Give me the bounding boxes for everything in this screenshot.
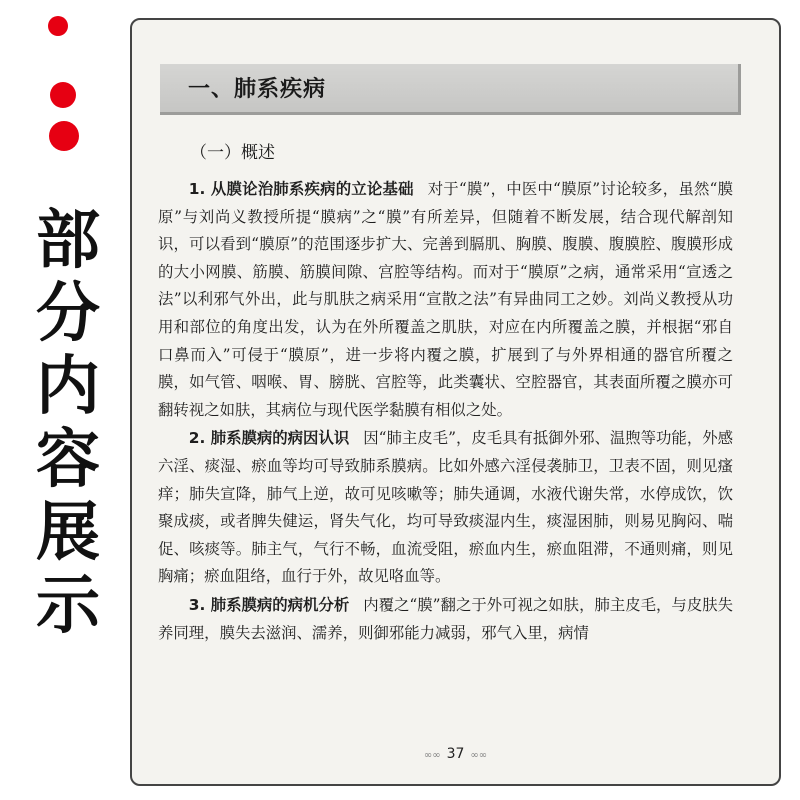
banner-title-char: 展 xyxy=(36,496,100,570)
banner-title-char: 分 xyxy=(36,277,100,351)
banner-title-char: 部 xyxy=(36,204,100,278)
banner-title-char: 内 xyxy=(36,350,100,424)
red-dot-icon xyxy=(50,82,76,108)
banner-title-char: 示 xyxy=(36,569,100,643)
red-dot-icon xyxy=(48,16,68,36)
banner-title xyxy=(33,205,103,643)
paragraph-heading: 2. 肺系膜病的病因认识 xyxy=(188,429,350,448)
ornament-icon: ∞∞ xyxy=(423,750,441,761)
ornament-icon: ∞∞ xyxy=(470,750,488,761)
paragraph xyxy=(158,592,733,647)
paragraph-text: 内覆之“膜”翻之于外可视之如肤，肺主皮毛，与皮肤失养同理，膜失去滋润、濡养，则御邪能力减弱，邪气入里，病情 xyxy=(158,595,733,642)
paragraph-text: 对于“膜”，中医中“膜原”讨论较多，虽然“膜原”与刘尚义教授所提“膜病”之“膜”有所差异，但随着不断发展，结合现代解剖知识，可以看到“膜原”的范围逐步扩大、完善到膈肌、胸膜、腹膜、腹膜腔、腹膜形成的大小网膜、筋膜、筋膜间隙、宫腔等结构。而对于“膜原”之病，通常采用“宣透之法”以利邪气外出，此与肌肤之病采用“宣散之法”有异曲同工之妙。刘尚义教授从功用和部位的角度出发，认为在外所覆盖之肌肤，对应在内所覆盖之膜，并根据“邪自口鼻而入”可侵于“膜原”，进一步将内覆之膜，扩展到了与外界相通的器官所覆之膜，如气管、咽喉、胃、膀胱、宫腔等，此类囊状、空腔器官，其表面所覆之膜亦可翻转视之如肤，其病位与现代医学黏膜有相似之处。 xyxy=(158,180,734,419)
paragraph xyxy=(158,176,733,424)
chapter-header-bar xyxy=(160,64,741,115)
paragraph-heading: 1. 从膜论治肺系疾病的立论基础 xyxy=(188,180,414,198)
page-footer xyxy=(132,746,779,762)
banner-title-char: 容 xyxy=(36,423,100,497)
section-title: （一）概述 xyxy=(190,143,275,163)
body-text xyxy=(158,176,733,648)
chapter-title: 一、肺系疾病 xyxy=(188,77,327,102)
red-dot-icon xyxy=(49,121,79,151)
page-number: 37 xyxy=(446,746,465,762)
book-page xyxy=(130,18,781,786)
paragraph xyxy=(158,425,733,591)
paragraph-heading: 3. 肺系膜病的病机分析 xyxy=(188,595,350,614)
paragraph-text: 因“肺主皮毛”，皮毛具有抵御外邪、温煦等功能，外感六淫、痰湿、瘀血等均可导致肺系膜病。比如外感六淫侵袭肺卫，卫表不固，则见瘙痒；肺失宣降，肺气上逆，故可见咳嗽等；肺失通调，水液代谢失常，水停成饮，饮聚成痰，或者脾失健运，肾失气化，均可导致痰湿内生，痰湿困肺，则易见胸闷、喘促、咳痰等。肺主气，气行不畅，血流受阻，瘀血内生，瘀血阻滞，不通则痛，则见胸痛；瘀血阻络，血行于外，故见咯血等。 xyxy=(158,429,733,586)
